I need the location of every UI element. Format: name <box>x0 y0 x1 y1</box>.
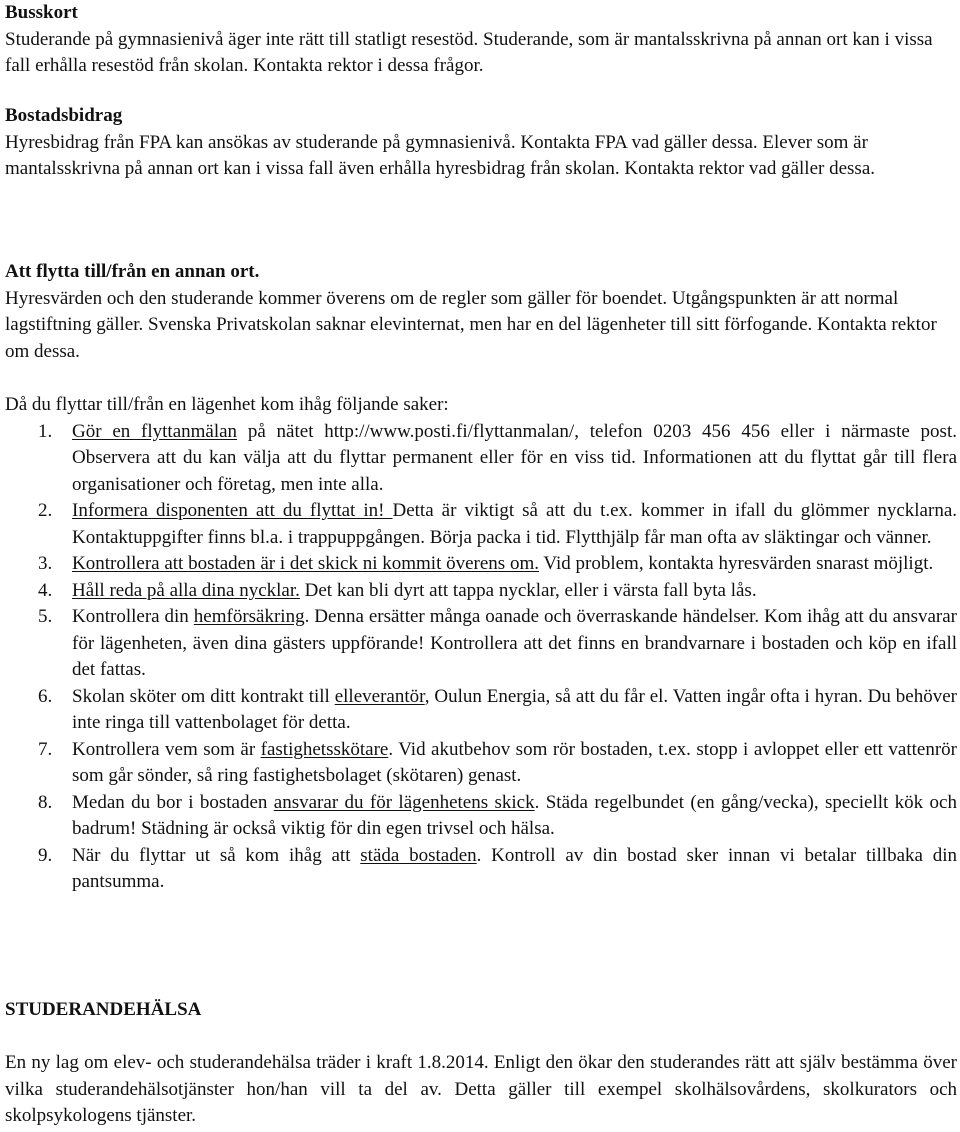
list-item-text-after: . Denna ersätter många oanade och överraskande händelser. Kom ihåg att du ansvarar för lägenheten, även dina gästers uppförande! Kontrollera att det finns en brandvarnare i bostaden och köp en ifall det fattas. <box>72 606 958 680</box>
list-item-number: 5. <box>38 606 53 627</box>
list-item-number: 4. <box>38 579 53 601</box>
list-item-text-after: . Städa regelbundet (en gång/vecka), speciellt kök och badrum! Städning är också viktig för din egen trivsel och hälsa. <box>72 791 957 839</box>
section-text: Studerande på gymnasienivå äger inte rätt till statligt resestöd. Studerande, som är mantalsskrivna på annan ort kan i vissa fall erhålla resestöd från skolan. Kontakta rektor i dessa frågor. <box>5 28 933 76</box>
section-text: En ny lag om elev- och studerandehälsa träder i kraft 1.8.2014. Enligt den ökar den studerandes rätt att själv bestämma över vilka studerandehälsotjänster hon/han vill ta del av. Detta gäller till exempel skolhälsovårdens, skolkurators och skolpsykologens tjänster. <box>5 1052 957 1126</box>
list-item-text-after: , Oulun Energia, så att du får el. Vatten ingår ofta i hyran. Du behöver inte ringa till vattenbolaget för detta. <box>72 685 957 733</box>
list-item-underlined-phrase: elleverantör <box>334 685 425 707</box>
list-item <box>5 578 957 605</box>
list-item <box>5 604 957 684</box>
list-item-text-before: Medan du bor i bostaden <box>72 791 274 813</box>
list-item-number: 1. <box>38 420 53 442</box>
moving-checklist <box>5 392 957 896</box>
list-item-underlined-phrase: städa bostaden <box>360 844 477 866</box>
list-item <box>5 843 957 896</box>
list-item-text-before: Kontrollera vem som är <box>72 738 261 760</box>
list-item-number: 7. <box>38 738 53 760</box>
list-item-text-before: Skolan sköter om ditt kontrakt till <box>72 685 335 707</box>
list-item-number: 3. <box>38 553 53 574</box>
list-item-underlined-phrase: Gör en flyttanmälan <box>72 420 238 442</box>
list-item-text-before: Kontrollera din <box>72 606 194 627</box>
list-item <box>5 419 957 499</box>
list-item <box>5 790 957 843</box>
section-text: Hyresvärden och den studerande kommer överens om de regler som gäller för boendet. Utgångspunkten är att normal lagstiftning gäller. Svenska Privatskolan saknar elevinternat, men har en del lägenheter till sitt förfogande. Kontakta rektor om dessa. <box>5 287 937 362</box>
checklist <box>5 419 957 896</box>
list-item-number: 2. <box>38 500 53 521</box>
section-text: Hyresbidrag från FPA kan ansökas av studerande på gymnasienivå. Kontakta FPA vad gäller dessa. Elever som är mantalsskrivna på annan ort kan i vissa fall även erhålla hyresbidrag från skolan. Kontakta rektor vad gäller dessa. <box>5 131 876 179</box>
list-intro: Då du flyttar till/från en lägenhet kom ihåg följande saker: <box>5 394 449 415</box>
section-busskort <box>5 0 957 80</box>
list-item-underlined-phrase: Håll reda på alla dina nycklar. <box>72 579 300 601</box>
list-item-text-after: Det kan bli dyrt att tappa nycklar, eller i värsta fall byta lås. <box>299 579 757 601</box>
section-bostadsbidrag <box>5 103 957 183</box>
list-item-text-after: Detta är viktigt så att du t.ex. kommer in ifall du glömmer nycklarna. Kontaktuppgifter finns bl.a. i trappuppgången. Börja packa i tid. Flytthjälp får man ofta av släktingar och vänner. <box>72 500 957 548</box>
list-item-text-after: . Vid akutbehov som rör bostaden, t.ex. stopp i avloppet eller ett vattenrör som går sönder, så ring fastighetsbolaget (skötaren) genast. <box>72 738 957 786</box>
list-item-underlined-phrase: hemförsäkring <box>193 606 305 627</box>
section-heading: Busskort <box>5 2 78 23</box>
list-item <box>5 498 957 551</box>
list-item <box>5 551 957 578</box>
list-item-underlined-phrase: ansvarar du för lägenhetens skick <box>273 791 535 813</box>
list-item-text-after: på nätet http://www.posti.fi/flyttanmalan/, telefon 0203 456 456 eller i närmaste post. Observera att du kan välja att du flyttar permanent eller för en viss tid. Informationen att du flyttat går till flera organisationer och företag, men inte alla. <box>72 420 957 495</box>
list-item <box>5 737 957 790</box>
list-item-number: 8. <box>38 791 53 813</box>
list-item-text-after: . Kontroll av din bostad sker innan vi betalar tillbaka din pantsumma. <box>72 844 958 892</box>
list-item-text-after: Vid problem, kontakta hyresvärden snarast möjligt. <box>538 553 934 574</box>
section-heading: Att flytta till/från en annan ort. <box>5 261 260 282</box>
section-heading: Bostadsbidrag <box>5 105 123 126</box>
section-studerandehalsa <box>5 997 957 1024</box>
section-heading: STUDERANDEHÄLSA <box>5 999 202 1020</box>
list-item-underlined-phrase: Informera disponenten att du flyttat in! <box>72 500 393 521</box>
list-item-number: 6. <box>38 685 53 707</box>
list-item-text-before: När du flyttar ut så kom ihåg att <box>72 844 361 866</box>
list-item-underlined-phrase: Kontrollera att bostaden är i det skick ni kommit överens om. <box>72 553 539 574</box>
section-flytta <box>5 259 957 365</box>
list-item-underlined-phrase: fastighetsskötare <box>260 738 389 760</box>
list-item-number: 9. <box>38 844 53 866</box>
list-item <box>5 684 957 737</box>
section-studerandehalsa-body <box>5 1050 957 1130</box>
